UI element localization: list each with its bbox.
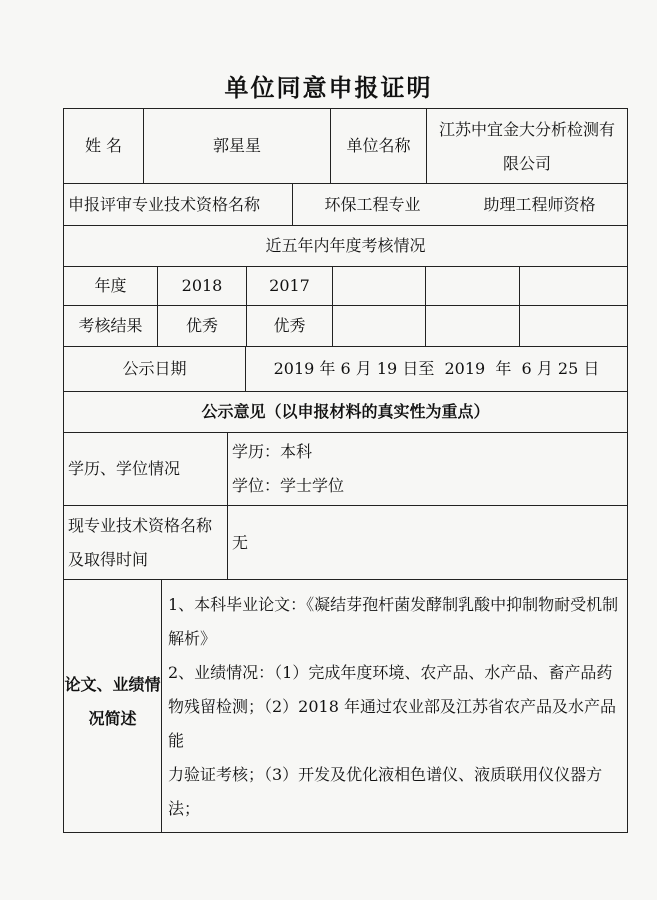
year-cell-1: 2018 xyxy=(157,266,247,306)
qualification-label: 申报评审专业技术资格名称 xyxy=(63,183,293,226)
education-value xyxy=(227,432,628,506)
papers-label-line2: 况简述 xyxy=(88,709,137,728)
current-qual-label-line1: 现专业技术资格名称 xyxy=(68,516,213,535)
unit-value-line1: 江苏中宜金大分析检测有 xyxy=(438,120,615,139)
year-cell-5 xyxy=(519,266,628,306)
unit-value xyxy=(426,108,628,184)
qualification-major: 环保工程专业 xyxy=(324,194,421,214)
result-cell-4 xyxy=(425,305,520,347)
publicity-date-value: 2019 年 6 月 19 日至 2019 年 6 月 25 日 xyxy=(245,346,628,392)
current-qual-label-line2: 及取得时间 xyxy=(68,550,149,569)
papers-line: 1、本科毕业论文：《凝结芽孢杆菌发酵制乳酸中抑制物耐受机制 xyxy=(168,595,619,614)
name-value: 郭星星 xyxy=(143,108,331,184)
current-qual-label xyxy=(63,505,228,580)
qualification-value xyxy=(292,183,628,226)
result-cell-3 xyxy=(332,305,426,347)
result-label: 考核结果 xyxy=(63,305,158,347)
document-title: 单位同意申报证明 xyxy=(224,73,433,102)
name-label: 姓 名 xyxy=(63,108,144,184)
year-cell-4 xyxy=(425,266,520,306)
education-label: 学历、学位情况 xyxy=(63,432,228,506)
year-label: 年度 xyxy=(63,266,158,306)
result-cell-2: 优秀 xyxy=(246,305,333,347)
papers-label xyxy=(63,579,162,833)
qualification-level: 助理工程师资格 xyxy=(483,194,596,214)
year-cell-3 xyxy=(332,266,426,306)
year-cell-2: 2017 xyxy=(246,266,333,306)
result-cell-1: 优秀 xyxy=(157,305,247,347)
education-degree: 学历：本科 xyxy=(232,442,313,461)
publicity-opinion-title: 公示意见（以申报材料的真实性为重点） xyxy=(63,391,628,433)
current-qual-value: 无 xyxy=(227,505,628,580)
papers-content xyxy=(161,579,628,833)
papers-label-line1: 论文、业绩情 xyxy=(64,675,161,694)
papers-line: 物残留检测；（2）2018 年通过农业部及江苏省农产品及水产品能 xyxy=(168,697,616,750)
unit-value-line2: 限公司 xyxy=(502,154,551,173)
publicity-date-label: 公示日期 xyxy=(63,346,246,392)
unit-label: 单位名称 xyxy=(330,108,427,184)
education-title: 学位：学士学位 xyxy=(232,476,345,495)
assessment-section-title: 近五年内年度考核情况 xyxy=(63,225,628,267)
result-cell-5 xyxy=(519,305,628,347)
papers-line: 解析》 xyxy=(168,629,217,648)
papers-line: 力验证考核；（3）开发及优化液相色谱仪、液质联用仪仪器方法； xyxy=(168,765,603,818)
papers-line: 2、业绩情况：（1）完成年度环境、农产品、水产品、畜产品药 xyxy=(168,663,613,682)
